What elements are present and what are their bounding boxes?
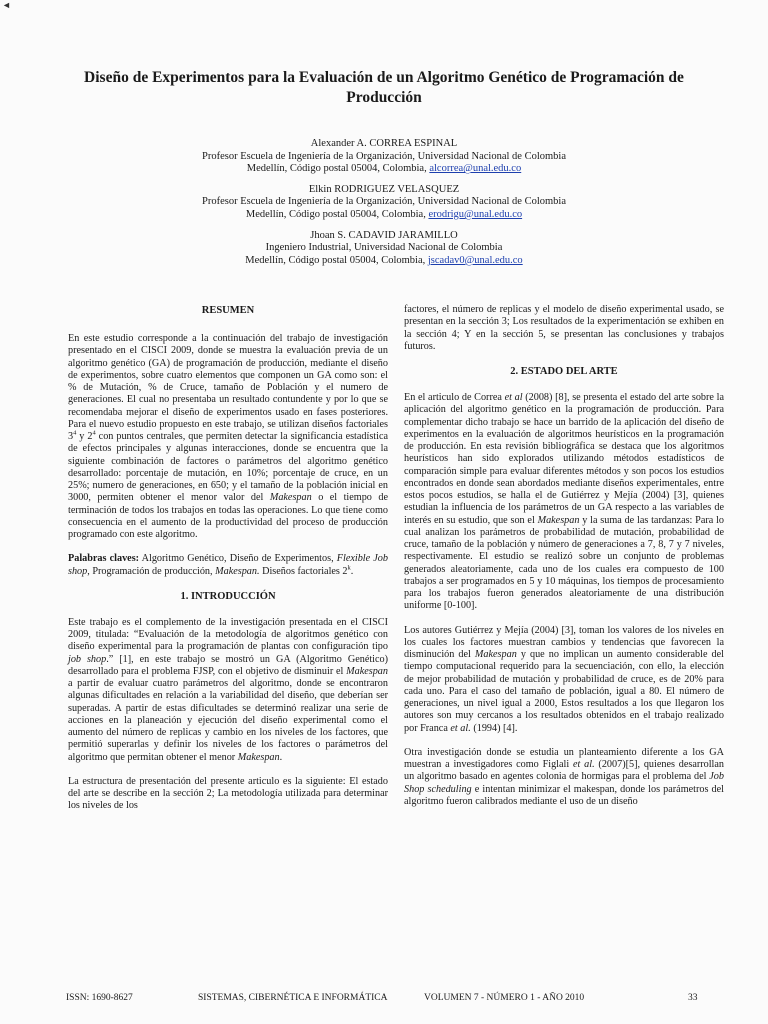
text-run: .: [279, 751, 283, 763]
author-block: [60, 184, 708, 222]
text-run: .” [1], en este trabajo se mostró un GA (Algoritmo Genético) desarrollado para el problema FJSP, con el objetivo de disminuir el: [68, 653, 389, 677]
footer-volume: VOLUMEN 7 - NÚMERO 1 - AÑO 2010: [424, 993, 585, 1003]
superscript: k: [347, 564, 351, 572]
italic-term: job shop: [68, 653, 107, 665]
italic-term: et al: [504, 392, 523, 403]
intro-paragraph: [68, 617, 388, 764]
section-heading-state-of-art: 2. ESTADO DEL ARTE: [510, 366, 618, 377]
italic-term: Job Shop scheduling: [404, 771, 724, 795]
italic-term: Makespan.: [215, 565, 260, 577]
abstract-paragraph: [68, 333, 388, 541]
text-run: con puntos centrales, que permiten detectar la significancia estadística de efectos principales y algunas interacciones, donde se encuentra que la siguiente combinación de factores o parámetros del algoritmo genético desarrollado: porcentaje de mutación, en 10%; porcentaje de cruce, en un 25%; numero de generaciones, en 650; y el tamaño de la población inicial en 3000, permiten obtener el menor valor del: [68, 431, 389, 504]
author-name: Jhoan S. CADAVID JARAMILLO: [310, 229, 458, 241]
text-run: En el articulo de Correa: [404, 392, 505, 403]
italic-term: Makespan: [269, 492, 312, 504]
author-name: Alexander A. CORREA ESPINAL: [310, 138, 458, 149]
italic-term: Makespan: [537, 514, 580, 526]
text-run: y la suma de las tardanzas: Para lo cual analizan los parámetros de probabilidad de mutación, probabilidad de cruce, tamaño de la población y número de generaciones a 7, 8, 7 y 7 niveles, respectivamente. El estudio se realizó sobre un conjunto de problemas generados aleatoriamente, cada uno de los cuales era compuesto de 100 trabajos a ser programados en 5 y 10 máquinas, los tiempos de procesamiento para los trabajos fueron generados aleatoriamente de una distribución uniforme [0-100].: [404, 514, 724, 612]
author-name: Elkin RODRIGUEZ VELASQUEZ: [308, 183, 460, 195]
text-run: .: [350, 565, 354, 577]
author-list: [60, 138, 708, 275]
text-run: (2007)[5], quienes desarrollan un algoritmo basado en agentes colonia de hormigas para el problema del: [404, 759, 725, 783]
keywords-paragraph: [68, 553, 388, 578]
author-block: [60, 138, 708, 176]
text-run: , Programación de producción,: [87, 565, 216, 577]
abstract-heading: RESUMEN: [201, 305, 255, 316]
superscript: 4: [92, 429, 96, 437]
author-address-text: Medellín, Código postal 05004, Colombia,: [245, 208, 429, 220]
superscript: 4: [73, 429, 77, 437]
text-run: y que no implican un aumento considerable del tiempo computacional requerido para la secuenciación, con ello, la elección de mejor probabilidad de mutación y probabilidad de cruce, es de 20% para cada uno. Para el caso del tamaño de población, igual a 80. El número de generaciones, un nivel igual a 2000, Estos resultados a los que llegaron los autores son muy cercanos a los resultados obtenidos en el trabajo realizado por Franca: [404, 649, 724, 734]
text-run: a partir de evaluar cuatro parámetros del algoritmo, donde se encontraron algunas dificultades en relación a la variabilidad del diseño, que deberían ser superadas. A partir de estas dificultades se determinó realizar una serie de acciones en la planeación y ejecución del diseño experimental como el aumento del número de replicas y cambio en los niveles de los factores, que permitió superarlas y definir los niveles de los factores o parámetros del algoritmo que permitan obtener el menor: [68, 678, 388, 763]
right-column: [404, 304, 724, 820]
author-address: [60, 163, 708, 176]
section-heading-introduction: 1. INTRODUCCIÓN: [180, 590, 276, 602]
author-email-link[interactable]: erodrigu@unal.edu.co: [428, 208, 523, 220]
intro-paragraph-continued: factores, el número de replicas y el modelo de diseño experimental usado, se presentan en la sección 3; Los resultados de la experimentación se exhiben en la sección 4; Y en la sección 5, se presentan las conclusiones y trabajos futuros.: [404, 304, 724, 352]
italic-term: et al.: [572, 759, 595, 770]
text-run: y: [76, 431, 88, 442]
text-run: En este estudio corresponde a la continuación del trabajo de investigación presentado en el CISCI 2009, donde se muestra la evaluación previa de un algoritmo genético (GA) de programación de producción, mediante el diseño de experimentos, sobre cuatro elementos que componen un GA como son: el % de Mutación, % de Cruce, tamaño de Población y el numero de generaciones. El cual no presentaba un resultado contundente y por lo que se recomendaba mejorar el diseño de experimentos usado en fases posteriores. Para el nuevo estudio propuesto en este trabajo, se utilizan diseños factoriales: [68, 333, 388, 430]
text-run: (1994) [4].: [470, 722, 518, 734]
text-run: Otra investigación donde se estudia un planteamiento diferente a los GA muestran a investigadores como Figlali: [404, 746, 724, 770]
footer-issn: ISSN: 1690-8627: [66, 993, 133, 1003]
text-run: Algoritmo Genético, Diseño de Experimentos,: [139, 553, 337, 565]
text-run: Diseños factoriales 2: [259, 565, 348, 577]
text-run: 2: [87, 431, 93, 442]
author-address: [60, 209, 708, 222]
italic-term: Makespan: [346, 665, 388, 677]
text-run: Este trabajo es el complemento de la investigación presentada en el CISCI 2009, titulada: “Evaluación de la metodología de algoritmos genético con diseño experimental para la programación de plantas con configuración tipo: [68, 616, 388, 653]
text-run: 3: [68, 431, 74, 442]
left-column: [68, 304, 388, 825]
author-address: [60, 255, 708, 268]
author-email-link[interactable]: jscadav0@unal.edu.co: [427, 254, 523, 266]
state-of-art-paragraph: [404, 747, 724, 808]
author-affiliation: Ingeniero Industrial, Universidad Nacional de Colombia: [265, 242, 503, 254]
italic-term: Flexible Job shop: [68, 553, 388, 577]
state-of-art-paragraph: [404, 625, 724, 735]
author-affiliation: Profesor Escuela de Ingeniería de la Organización, Universidad Nacional de Colombia: [202, 196, 566, 208]
intro-paragraph: La estructura de presentación del presente articulo es la siguiente: El estado del arte se describe en la sección 2; La metodología utilizada para determinar los niveles de los: [68, 775, 388, 812]
text-run: Los autores Gutiérrez y Mejía (2004) [3], toman los valores de los niveles en los cuales los factores muestran cambios y tendencias que favorecen la disminución del: [404, 624, 724, 660]
author-address-text: Medellín, Código postal 05004, Colombia,: [246, 163, 430, 175]
text-run: (2008) [8], se presenta el estado del arte sobre la aplicación del algoritmo genético en la programación de producción. Para complementar dicho trabajo se hace un barrido de la aplicación del diseño de experimentos en la evaluación de algoritmos heurísticos en la programación de producción. En esta revisión bibliográfica se destaca que los algoritmos heurísticos han sido explorados utilizando métodos estadísticos de comparación simple para evaluar diferentes métodos y son pocos los estudios encontrados en donde sean abordados mediante diseños experimentales, entre estos pocos estudios, se halla el de Gutiérrez y Mejía (2004) [3], quienes estudian la influencia de los parámetros de un GA respecto a las variables de interés en su estudio, que son el: [404, 392, 724, 526]
italic-term: et al.: [450, 722, 471, 734]
italic-term: Makespan: [474, 649, 517, 660]
text-run: o el tiempo de terminación de todos los trabajos en todas las operaciones. Lo que tiene como consecuencia en el aumento de la productividad del proceso de producción programado con este algoritmo.: [68, 492, 388, 540]
footer-page-number: 33: [688, 993, 698, 1003]
author-email-link[interactable]: alcorrea@unal.edu.co: [429, 163, 522, 175]
keywords-label: Palabras claves:: [68, 553, 140, 565]
page-corner-arrow-icon[interactable]: ◄: [2, 0, 11, 10]
footer-journal: SISTEMAS, CIBERNÉTICA E INFORMÁTICA: [198, 993, 388, 1003]
author-address-text: Medellín, Código postal 05004, Colombia,: [245, 254, 428, 266]
italic-term: Makespan: [237, 751, 280, 763]
state-of-art-paragraph: [404, 392, 724, 613]
author-affiliation: Profesor Escuela de Ingeniería de la Organización, Universidad Nacional de Colombia: [202, 150, 566, 162]
paper-title: Diseño de Experimentos para la Evaluación de un Algoritmo Genético de Programación de Producción: [84, 69, 684, 106]
text-run: e intentan minimizar el makespan, donde los parámetros del algoritmo fueron calibrados mediante el uso de un diseño: [404, 783, 724, 807]
author-block: [60, 230, 708, 268]
